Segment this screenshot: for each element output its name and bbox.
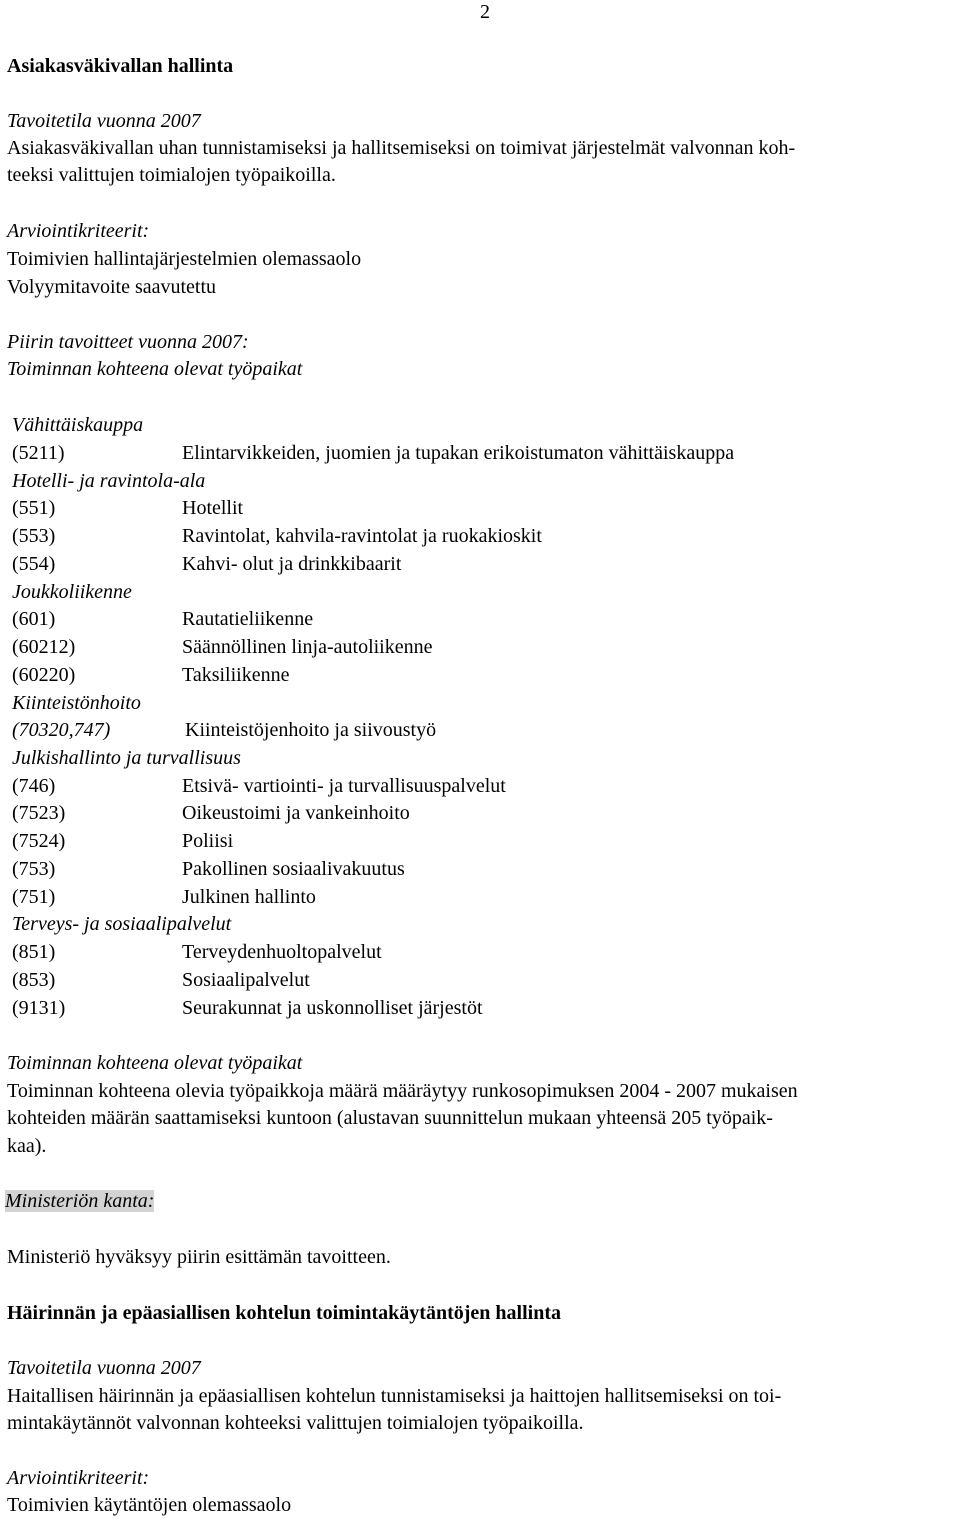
industry-desc: Sosiaalipalvelut <box>182 969 310 991</box>
industry-code: (553) <box>12 525 56 547</box>
criteria-label: Arviointikriteerit: <box>7 220 150 242</box>
workplaces-text-line: Toiminnan kohteena olevia työpaikkoja määrä määräytyy runkosopimuksen 2004 - 2007 mukaisen <box>7 1080 798 1102</box>
industry-desc: Kiinteistöjenhoito ja siivoustyö <box>185 719 437 741</box>
industry-code: (554) <box>12 553 56 575</box>
industry-code: (551) <box>12 497 56 519</box>
workplaces-text-line: kohteiden määrän saattamiseksi kuntoon (alustavan suunnittelun mukaan yhteensä 205 työpaik- <box>7 1107 773 1129</box>
industry-group-title: Julkishallinto ja turvallisuus <box>12 747 241 769</box>
industry-code: (7523) <box>12 802 66 824</box>
industry-code: (70320,747) <box>12 719 111 741</box>
industry-code: (753) <box>12 858 56 880</box>
ministry-text: Ministeriö hyväksyy piirin esittämän tavoitteen. <box>7 1246 391 1268</box>
target-label: Tavoitetila vuonna 2007 <box>7 1357 201 1379</box>
industry-code: (601) <box>12 608 56 630</box>
industry-desc: Ravintolat, kahvila-ravintolat ja ruokakioskit <box>182 525 542 547</box>
industry-desc: Pakollinen sosiaalivakuutus <box>182 858 405 880</box>
criteria-item: Toimivien käytäntöjen olemassaolo <box>7 1494 292 1516</box>
industry-desc: Elintarvikkeiden, juomien ja tupakan erikoistumaton vähittäiskauppa <box>182 442 735 464</box>
industry-desc: Rautatieliikenne <box>182 608 314 630</box>
criteria-label: Arviointikriteerit: <box>7 1467 150 1489</box>
industry-code: (60220) <box>12 664 76 686</box>
industry-desc: Kahvi- olut ja drinkkibaarit <box>182 553 402 575</box>
industry-desc: Taksiliikenne <box>182 664 290 686</box>
target-text-line: teeksi valittujen toimialojen työpaikoilla. <box>7 164 336 186</box>
criteria-item: Toimivien hallintajärjestelmien olemassaolo <box>7 248 362 270</box>
section-heading: Häirinnän ja epäasiallisen kohtelun toimintakäytäntöjen hallinta <box>7 1302 561 1324</box>
target-label: Tavoitetila vuonna 2007 <box>7 110 201 132</box>
industry-desc: Julkinen hallinto <box>182 886 316 908</box>
workplaces-text-line: kaa). <box>7 1135 47 1157</box>
page-number: 2 <box>480 1 490 23</box>
industry-code: (5211) <box>12 442 65 464</box>
industry-code: (851) <box>12 941 56 963</box>
industry-code: (9131) <box>12 997 66 1019</box>
industry-code: (7524) <box>12 830 66 852</box>
industry-desc: Säännöllinen linja-autoliikenne <box>182 636 433 658</box>
industry-desc: Poliisi <box>182 830 234 852</box>
target-text-line: mintakäytännöt valvonnan kohteeksi valittujen toimialojen työpaikoilla. <box>7 1412 584 1434</box>
industry-code: (751) <box>12 886 56 908</box>
ministry-label: Ministeriön kanta: <box>5 1190 155 1212</box>
industry-desc: Oikeustoimi ja vankeinhoito <box>182 802 410 824</box>
industry-desc: Hotellit <box>182 497 244 519</box>
industry-group-title: Kiinteistönhoito <box>12 692 141 714</box>
industry-code: (746) <box>12 775 56 797</box>
industry-group-title: Hotelli- ja ravintola-ala <box>12 470 206 492</box>
industry-code: (60212) <box>12 636 76 658</box>
industry-desc: Seurakunnat ja uskonnolliset järjestöt <box>182 997 483 1019</box>
ministry-label-wrap <box>5 1189 154 1213</box>
industry-desc: Terveydenhuoltopalvelut <box>182 941 382 963</box>
target-text-line: Haitallisen häirinnän ja epäasiallisen kohtelun tunnistamiseksi ja haittojen hallitsemiseksi on toi- <box>7 1385 782 1407</box>
workplaces-label: Toiminnan kohteena olevat työpaikat <box>7 1052 303 1074</box>
industry-group-title: Vähittäiskauppa <box>12 414 144 436</box>
target-text-line: Asiakasväkivallan uhan tunnistamiseksi ja hallitsemiseksi on toimivat järjestelmät valvonnan koh- <box>7 137 796 159</box>
industry-code: (853) <box>12 969 56 991</box>
district-goals-label: Piirin tavoitteet vuonna 2007: <box>7 331 249 353</box>
district-goals-subtitle: Toiminnan kohteena olevat työpaikat <box>7 358 303 380</box>
section-heading: Asiakasväkivallan hallinta <box>7 55 234 77</box>
criteria-item: Volyymitavoite saavutettu <box>7 276 217 298</box>
industry-group-title: Terveys- ja sosiaalipalvelut <box>12 913 232 935</box>
industry-desc: Etsivä- vartiointi- ja turvallisuuspalvelut <box>182 775 506 797</box>
industry-group-title: Joukkoliikenne <box>12 581 132 603</box>
